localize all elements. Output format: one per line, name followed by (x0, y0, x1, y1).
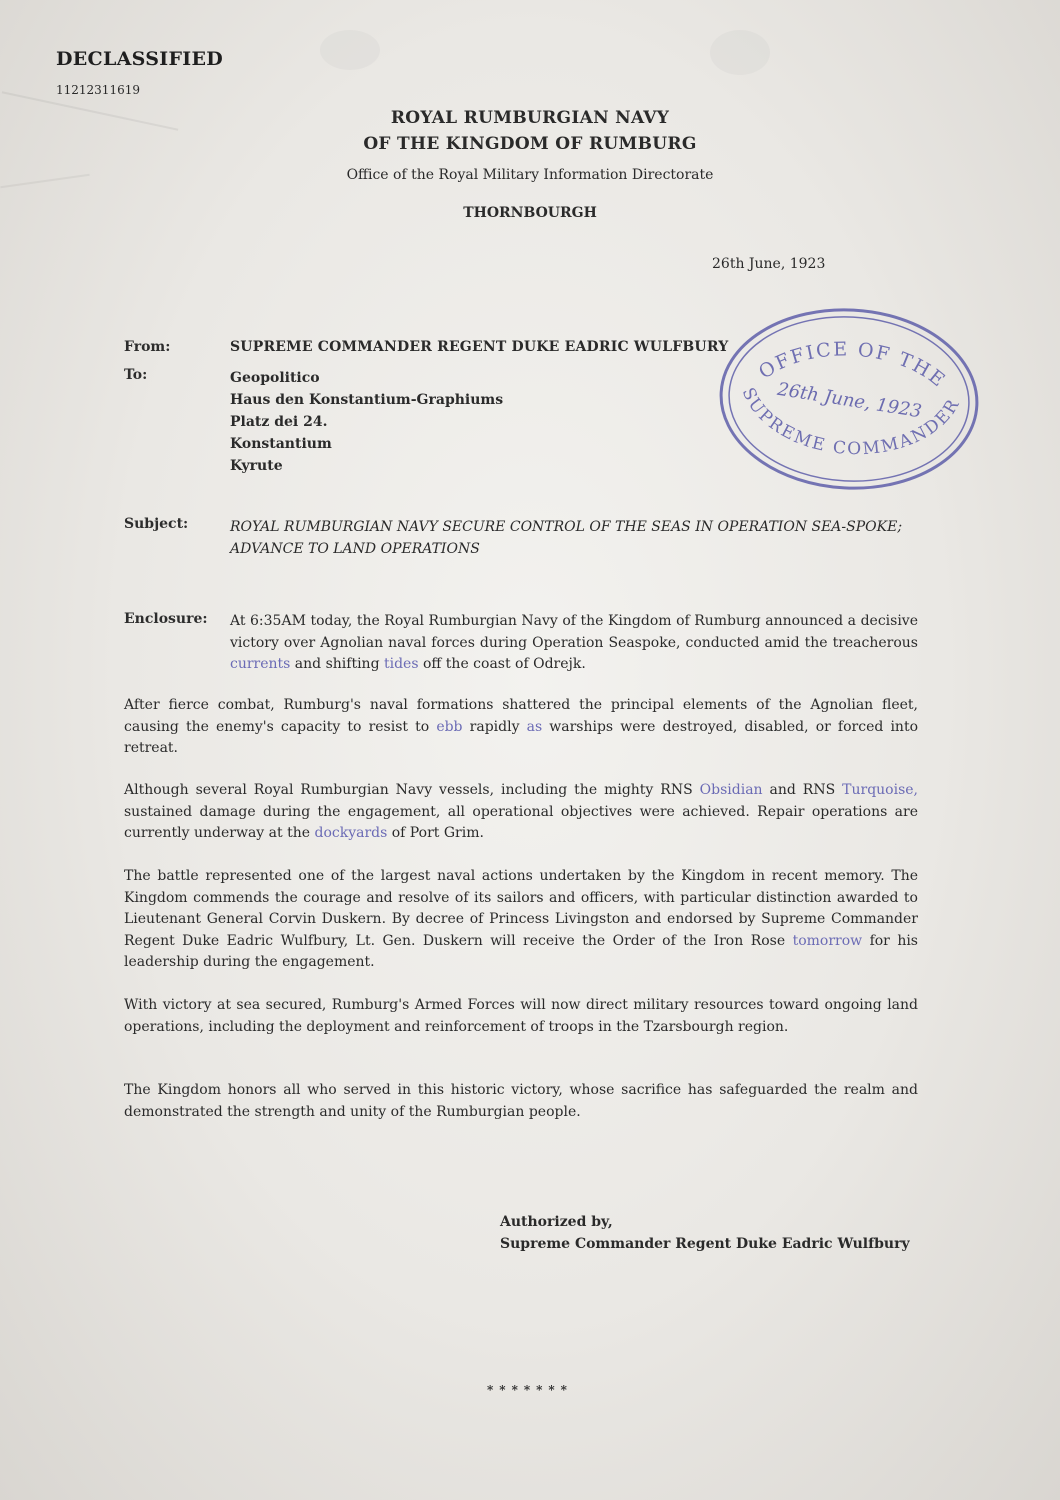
highlighted-word: ebb (436, 718, 463, 735)
authorized-label: Authorized by, (500, 1214, 613, 1230)
text-run: for his leadership during the engagement. (124, 932, 918, 970)
letterhead-title (0, 105, 1060, 157)
highlighted-word: dockyards (314, 825, 388, 841)
to-address (230, 367, 503, 477)
text-run: After fierce combat, Rumburg's naval formations shattered the principal elements of the Agnolian fleet, causing the enemy's capacity to resist to (124, 697, 918, 735)
declassified-mark: DECLASSIFIED (56, 48, 224, 70)
paper-stain (710, 30, 770, 75)
stamp-bottom-text: SUPREME COMMANDER (737, 384, 965, 460)
highlighted-word: Turquoise, (842, 782, 919, 798)
document-date: 26th June, 1923 (712, 256, 826, 272)
highlighted-word: as (526, 718, 543, 735)
subject-text: ROYAL RUMBURGIAN NAVY SECURE CONTROL OF THE SEAS IN OPERATION SEA-SPOKE; ADVANCE TO LAND OPERATIONS (230, 519, 903, 557)
paper-stain (320, 30, 380, 70)
text-run: and RNS (762, 782, 843, 798)
subject-label: Subject: (124, 516, 189, 532)
address-line: Haus den Konstantium-Graphiums (230, 392, 504, 408)
highlighted-word: Obsidian (699, 782, 763, 798)
document-number: 11212311619 (56, 83, 140, 97)
address-line: Platz dei 24. (230, 414, 328, 430)
address-line: Geopolitico (230, 370, 320, 386)
enclosure-paragraph (230, 611, 918, 676)
stamp-date: 26th June, 1923 (775, 378, 924, 423)
stamp-top-text: OFFICE OF THE (754, 338, 951, 393)
letterhead-city: THORNBOURGH (463, 205, 597, 221)
letterhead-line-1: ROYAL RUMBURGIAN NAVY (390, 108, 670, 128)
text-run: rapidly (462, 718, 527, 735)
from-label: From: (124, 339, 171, 355)
highlighted-word: tomorrow (792, 932, 863, 949)
text-run: sustained damage during the engagement, all operational objectives were achieved. Repair operations are currently underway at the (124, 803, 918, 841)
letterhead-office: Office of the Royal Military Information Directorate (346, 167, 714, 183)
from-value: SUPREME COMMANDER REGENT DUKE EADRIC WULFBURY (230, 339, 729, 355)
authorized-name: Supreme Commander Regent Duke Eadric Wulfbury (500, 1236, 910, 1252)
text-run: of Port Grim. (387, 825, 484, 841)
text-run: off the coast of Odrejk. (418, 656, 586, 672)
body-paragraph-2 (124, 695, 918, 760)
body-paragraph-5: With victory at sea secured, Rumburg's Armed Forces will now direct military resources toward ongoing land operations, including the deployment and reinforcement of troops in the Tzarsbourgh region. (124, 997, 918, 1035)
letterhead-line-2: OF THE KINGDOM OF RUMBURG (363, 134, 697, 154)
body-paragraph-4 (124, 866, 918, 974)
address-line: Kyrute (230, 458, 283, 474)
enclosure-label: Enclosure: (124, 611, 208, 627)
body-paragraph-3 (124, 780, 918, 845)
text-run: and shifting (290, 656, 384, 672)
text-run: Although several Royal Rumburgian Navy vessels, including the mighty RNS (124, 782, 700, 798)
authorization-block (500, 1211, 910, 1255)
highlighted-word: tides (383, 656, 419, 672)
end-marker: ******* (487, 1383, 573, 1397)
body-paragraph-6: The Kingdom honors all who served in this historic victory, whose sacrifice has safeguarded the realm and demonstrated the strength and unity of the Rumburgian people. (124, 1082, 918, 1120)
to-label: To: (124, 367, 148, 383)
address-line: Konstantium (230, 436, 332, 452)
highlighted-word: currents (230, 656, 291, 672)
text-run: At 6:35AM today, the Royal Rumburgian Navy of the Kingdom of Rumburg announced a decisive victory over Agnolian naval forces during Operation Seaspoke, conducted amid the treacherous (230, 613, 918, 651)
office-stamp (713, 299, 984, 498)
text-run: The battle represented one of the largest naval actions undertaken by the Kingdom in recent memory. The Kingdom commends the courage and resolve of its sailors and officers, with particular distinction awarded to Lieutenant General Corvin Duskern. By decree of Princess Livingston and endorsed by Supreme Commander Regent Duke Eadric Wulfbury, Lt. Gen. Duskern will receive the Order of the Iron Rose (124, 868, 918, 949)
text-run: warships were destroyed, disabled, or forced into retreat. (124, 718, 918, 756)
